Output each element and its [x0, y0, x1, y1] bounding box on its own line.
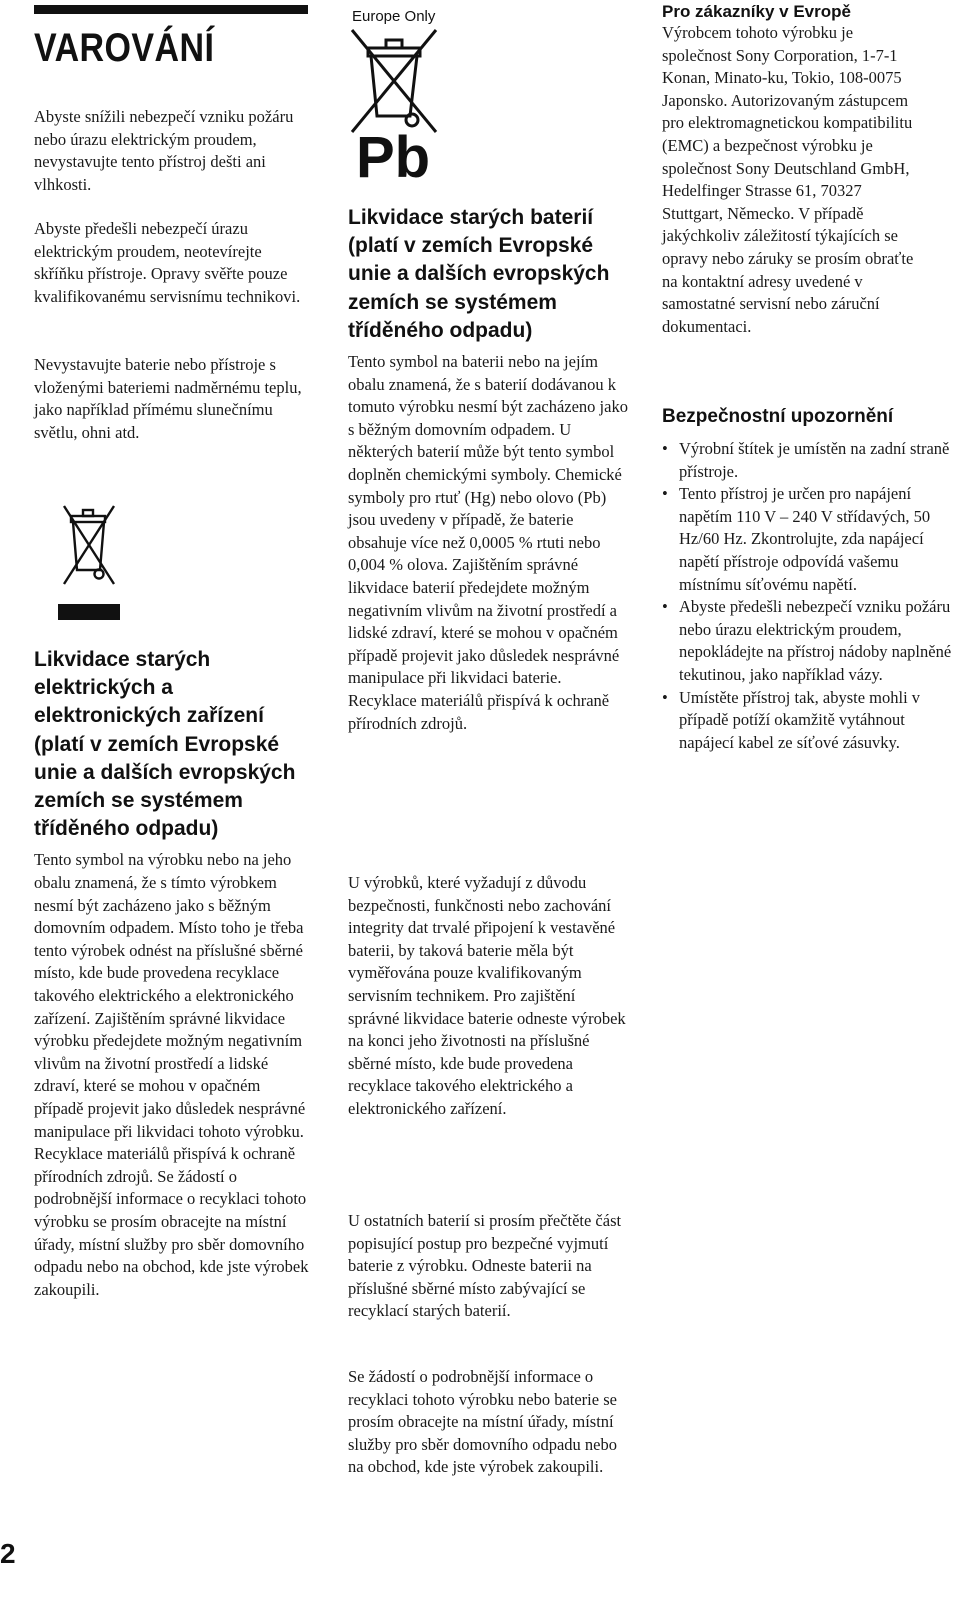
warning-paragraph-3: Nevystavujte baterie nebo přístroje s vloženými bateriemi nadměrnému teplu, jako například přímému slunečnímu světlu, ohni atd. — [34, 355, 302, 442]
safety-list — [662, 438, 952, 754]
warning-paragraph-2: Abyste předešli nebezpečí úrazu elektrickým proudem, neotevírejte skříňku přístroje. Opravy svěřte pouze kvalifikovanému servisnímu technikovi. — [34, 219, 301, 306]
page-number: 2 — [0, 1538, 16, 1569]
crossed-out-wheelie-bin-icon — [58, 496, 120, 624]
weee-body: Tento symbol na výrobku nebo na jeho obalu znamená, že s tímto výrobkem nesmí být zacházeno jako s běžným domovním odpadem. Místo toho je třeba tento výrobek odnést na příslušné sběrné místo, kde bude provedena recyklace takového elektrického a elektronického zařízení. Zajištěním správné likvidace výrobku předejdete možným negativním vlivům na životní prostředí a lidské zdraví, které se mohou v opačném případě projevit jako důsledek nesprávné manipulace při likvidaci tohoto výrobku. Recyklace materiálů přispívá k ochraně přírodních zdrojů. Se žádostí o podrobnější informace o recyklaci tohoto výrobku se prosím obracejte na místní úřady, místní služby pro sběr domovního odpadu nebo na obchod, kde jste výrobek zakoupili. — [34, 850, 309, 1299]
safety-item: • Abyste předešli nebezpečí vzniku požáru nebo úrazu elektrickým proudem, nepokládejte na přístroj nádoby naplněné tekutinou, jako například vázy. — [662, 596, 952, 686]
safety-item: • Výrobní štítek je umístěn na zadní straně přístroje. — [662, 438, 952, 483]
pb-chemical-symbol: Pb — [356, 125, 431, 190]
safety-item: • Umístěte přístroj tak, abyste mohli v případě potíží okamžitě vytáhnout napájecí kabel ze síťové zásuvky. — [662, 687, 952, 755]
battery-heading: Likvidace starých baterií (platí v zemích Evropské unie a dalších evropských zemích se systémem tříděného odpadu) — [348, 206, 610, 342]
integrated-battery-paragraph: U výrobků, které vyžadují z důvodu bezpečnosti, funkčnosti nebo zachování integrity dat trvalé připojení k vestavěné baterii, by taková baterie měla být vyměřována pouze kvalifikovaným servisním technikem. Pro zajištění správné likvidace baterie odneste výrobek na konci jeho životnosti na příslušné sběrné místo, kde bude provedena recyklace takového elektrického a elektronického zařízení. — [348, 873, 626, 1118]
weee-heading: Likvidace starých elektrických a elektronických zařízení (platí v zemích Evropské unie a dalších evropských zemích se systémem tříděného odpadu) — [34, 648, 296, 841]
customers-section — [662, 2, 944, 338]
battery-section — [348, 204, 630, 735]
customers-body: Výrobcem tohoto výrobku je společnost Sony Corporation, 1-7-1 Konan, Minato-ku, Tokio, 108-0075 Japonsko. Autorizovaným zástupcem pro elektromagnetickou kompatibilitu (EMC) a bezpečnost výrobku je společnost Sony Deutschland GmbH, Hedelfinger Strasse 61, 70327 Stuttgart, Německo. V případě jakýchkoliv záležitostí týkajících se opravy nebo záruky se prosím obraťte na kontaktní adresy uvedené v samostatné servisní nebo záruční dokumentaci. — [662, 23, 914, 336]
warning-paragraph-1: Abyste snížili nebezpečí vzniku požáru nebo úrazu elektrickým proudem, nevystavujte tento přístroj dešti ani vlhkosti. — [34, 107, 294, 194]
page-title: VAROVÁNÍ — [34, 26, 215, 70]
europe-only-label: Europe Only — [352, 8, 436, 25]
battery-body: Tento symbol na baterii nebo na jejím obalu znamená, že s baterií dodávanou k tomuto výrobku nesmí být zacházeno jako s běžným domovním odpadem. U některých baterií může být tento symbol doplněn chemickými symboly. Chemické symboly pro rtuť (Hg) nebo olovo (Pb) jsou uvedeny v případě, že baterie obsahuje více než 0,0005 % rtuti nebo 0,004 % olova. Zajištěním správné likvidace baterií předejdete možným negativním vlivům na životní prostředí a lidské zdraví, které se mohou v opačném případě projevit jako důsledek nesprávné manipulace při likvidaci baterie. Recyklace materiálů přispívá k ochraně přírodních zdrojů. — [348, 352, 628, 733]
weee-section — [34, 646, 312, 1301]
battery-bin-icon — [348, 26, 440, 136]
safety-item: • Tento přístroj je určen pro napájení napětím 110 V – 240 V střídavých, 50 Hz/60 Hz. Zkontrolujte, zda napájecí napětí přístroje odpovídá vašemu místnímu síťovému napětí. — [662, 483, 952, 596]
battery-info-paragraph: Se žádostí o podrobnější informace o recyklaci tohoto výrobku nebo baterie se prosím obracejte na místní úřady, místní služby pro sběr domovního odpadu nebo na obchod, kde jste výrobek zakoupili. — [348, 1367, 618, 1477]
other-batteries-paragraph: U ostatních baterií si prosím přečtěte část popisující postup pro bezpečné vyjmutí baterie z výrobku. Odneste baterii na příslušné sběrné místo zabývající se recyklací starých baterií. — [348, 1211, 622, 1321]
safety-section — [662, 404, 952, 754]
customers-heading: Pro zákazníky v Evropě — [662, 2, 851, 21]
top-rule — [34, 5, 308, 14]
safety-heading: Bezpečnostní upozornění — [662, 406, 894, 427]
